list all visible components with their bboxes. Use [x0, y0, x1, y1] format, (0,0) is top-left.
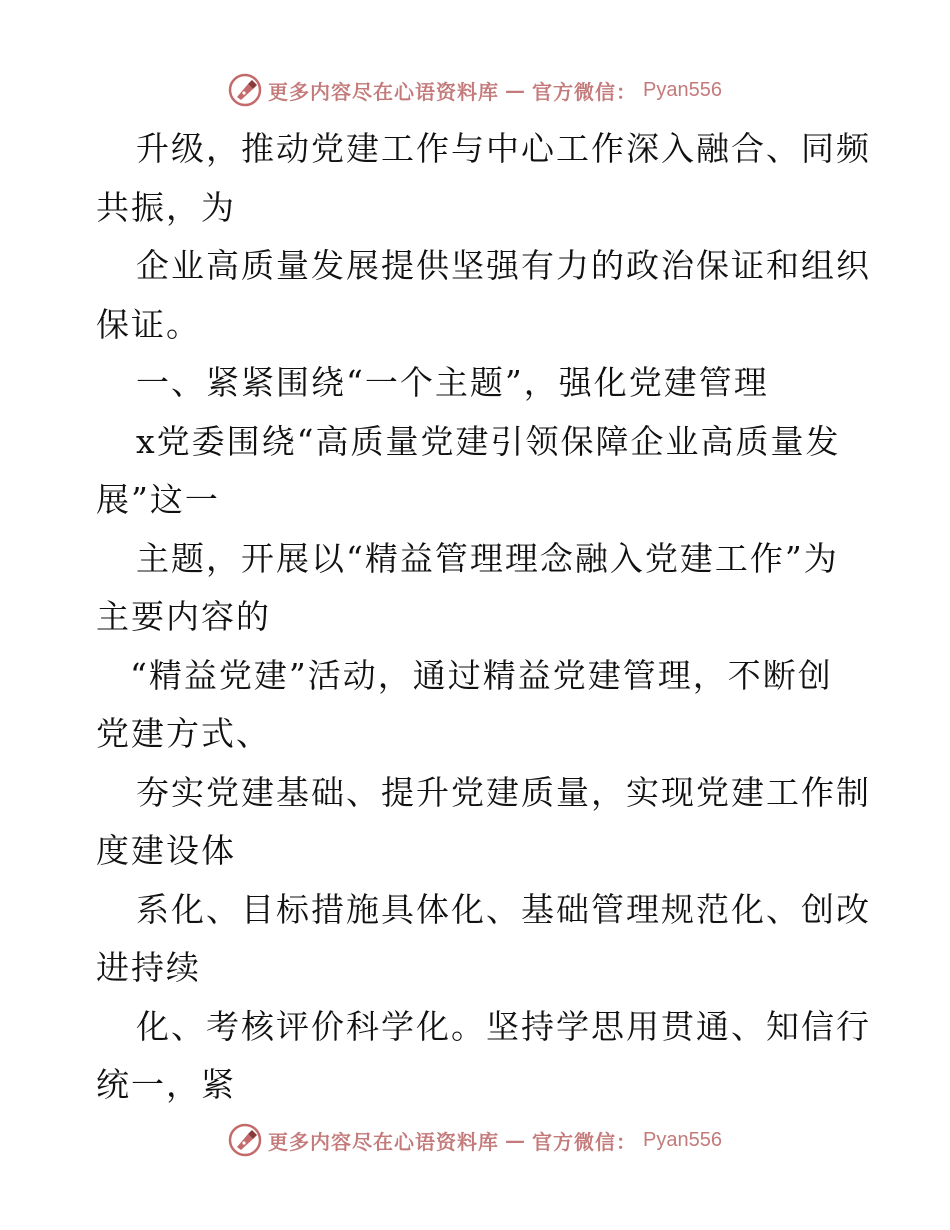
footer-watermark-banner — [0, 1120, 950, 1160]
watermark-brand-text: 更多内容尽在心语资料库 — [268, 79, 500, 104]
watermark-wechat-label: 官方微信： — [532, 1129, 638, 1154]
watermark-separator: — — [505, 1128, 527, 1152]
body-line-1: 升级，推动党建工作与中心工作深入融合、同频 — [136, 129, 871, 168]
body-line-7: 展”这一 — [96, 480, 220, 519]
body-line-15: 进持续 — [96, 948, 201, 987]
document-body — [96, 120, 871, 1115]
body-line-9: 主要内容的 — [96, 597, 271, 636]
body-line-4: 保证。 — [96, 304, 201, 344]
pen-nib-logo-icon — [228, 73, 262, 107]
body-line-13: 度建设体 — [96, 831, 236, 870]
header-watermark-banner — [0, 70, 950, 110]
body-line-17: 统一，紧 — [96, 1065, 236, 1104]
watermark-wechat-id: Pyan556 — [643, 78, 722, 101]
body-line-11: 党建方式、 — [96, 714, 271, 753]
body-line-3: 企业高质量发展提供坚强有力的政治保证和组织 — [136, 246, 871, 285]
body-line-8: 主题，开展以“精益管理理念融入党建工作”为 — [136, 538, 839, 578]
watermark-wechat-id: Pyan556 — [643, 1128, 722, 1151]
body-line-12: 夯实党建基础、提升党建质量，实现党建工作制 — [136, 772, 871, 812]
body-line-14: 系化、目标措施具体化、基础管理规范化、创改 — [136, 889, 871, 929]
body-line-16: 化、考核评价科学化。坚持学思用贯通、知信行 — [136, 1006, 871, 1046]
watermark-wechat-label: 官方微信： — [532, 79, 638, 104]
section-heading-1: 一、紧紧围绕“一个主题”，强化党建管理 — [136, 363, 769, 402]
watermark-separator: — — [505, 78, 527, 102]
body-line-6: x党委围绕“高质量党建引领保障企业高质量发 — [136, 421, 841, 461]
pen-nib-logo-icon — [228, 1123, 262, 1157]
body-line-10: “精益党建”活动，通过精益党建管理，不断创 — [130, 655, 833, 695]
body-line-2: 共振，为 — [96, 187, 236, 227]
watermark-brand-text: 更多内容尽在心语资料库 — [268, 1129, 500, 1154]
